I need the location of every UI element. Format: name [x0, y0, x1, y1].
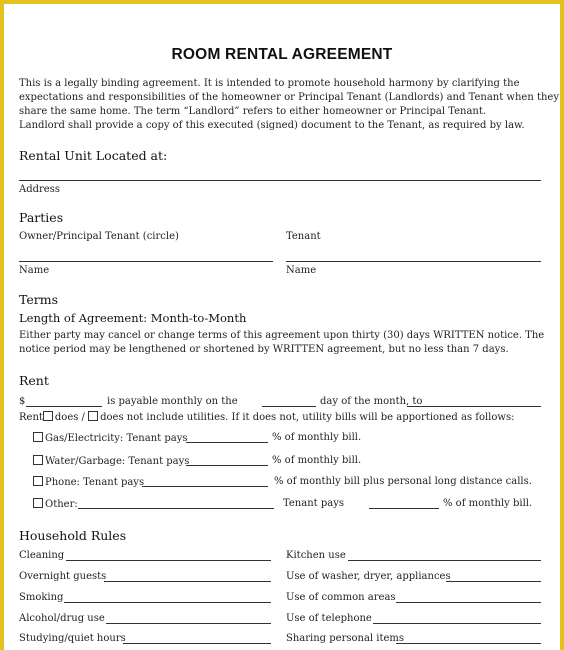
phone-label: Phone: Tenant pays: [45, 477, 145, 488]
does-not-checkbox[interactable]: [88, 411, 98, 421]
phone-percent-field[interactable]: [142, 486, 268, 487]
tenant-label: Tenant: [286, 231, 321, 242]
water-garbage-checkbox[interactable]: [33, 455, 43, 465]
address-line[interactable]: [19, 180, 541, 181]
rule-label-common-areas: Use of common areas: [286, 592, 396, 603]
tenant-name-line[interactable]: [286, 261, 541, 262]
length-value: Month-to-Month: [150, 311, 247, 325]
rule-field-overnight[interactable]: [104, 581, 271, 582]
rule-label-kitchen: Kitchen use: [286, 550, 346, 561]
water-garbage-row: [33, 455, 189, 467]
day-text: day of the month, to: [320, 396, 423, 407]
phone-checkbox[interactable]: [33, 476, 43, 486]
other-label: Other:: [45, 499, 78, 510]
rule-field-alcohol[interactable]: [106, 623, 271, 624]
rule-label-alcohol: Alcohol/drug use: [19, 613, 105, 624]
rule-label-cleaning: Cleaning: [19, 550, 65, 561]
does-word: does /: [54, 412, 85, 423]
length-of-agreement: [19, 311, 246, 325]
rule-field-washer[interactable]: [446, 581, 541, 582]
rule-field-common-areas[interactable]: [396, 602, 541, 603]
rule-field-kitchen[interactable]: [348, 560, 541, 561]
rule-label-studying: Studying/quiet hours: [19, 633, 126, 644]
length-label: Length of Agreement:: [19, 311, 148, 325]
parties-heading: Parties: [19, 210, 64, 225]
rent-word: Rent: [19, 412, 43, 423]
other-suffix: % of monthly bill.: [443, 498, 533, 509]
dollar-sign: $: [19, 396, 26, 407]
rent-heading: Rent: [19, 373, 49, 388]
gas-electricity-suffix: % of monthly bill.: [272, 432, 362, 443]
rule-field-sharing[interactable]: [396, 643, 541, 644]
rule-field-cleaning[interactable]: [66, 560, 271, 561]
phone-row: [33, 476, 144, 488]
does-checkbox[interactable]: [43, 411, 53, 421]
pay-to-field[interactable]: [407, 406, 541, 407]
intro-line: expectations and responsibilities of the homeowner or Principal Tenant (Landlords) and Tenant when they: [19, 92, 559, 103]
rent-day-field[interactable]: [262, 406, 316, 407]
payable-text: is payable monthly on the: [107, 396, 238, 407]
other-row: [33, 498, 78, 510]
notice-line: Either party may cancel or change terms of this agreement upon thirty (30) days WRITTEN notice. The: [19, 330, 545, 341]
rule-field-smoking[interactable]: [64, 602, 271, 603]
water-garbage-label: Water/Garbage: Tenant pays: [45, 456, 190, 467]
owner-name-label: Name: [19, 265, 50, 276]
tenant-name-label: Name: [286, 265, 317, 276]
other-tenant-pays: Tenant pays: [283, 498, 344, 509]
intro-line: Landlord shall provide a copy of this executed (signed) document to the Tenant, as required by law.: [19, 120, 525, 131]
household-rules-heading: Household Rules: [19, 528, 127, 543]
rule-label-sharing: Sharing personal items: [286, 633, 405, 644]
notice-line: notice period may be lengthened or shortened by WRITTEN agreement, but no less than 7 days.: [19, 344, 509, 355]
address-label: Address: [19, 184, 60, 195]
other-checkbox[interactable]: [33, 498, 43, 508]
rule-label-washer: Use of washer, dryer, appliances: [286, 571, 451, 582]
not-include-text: does not include utilities. If it does not, utility bills will be apportioned as follows:: [100, 412, 515, 423]
water-garbage-suffix: % of monthly bill.: [272, 455, 362, 466]
gas-electricity-row: [33, 432, 187, 444]
owner-name-line[interactable]: [19, 261, 273, 262]
gas-electricity-checkbox[interactable]: [33, 432, 43, 442]
utilities-statement: [19, 411, 514, 423]
rule-label-overnight: Overnight guests: [19, 571, 107, 582]
intro-line: share the same home. The term “Landlord” refers to either homeowner or Principal Tenant.: [19, 106, 487, 117]
owner-label: Owner/Principal Tenant (circle): [19, 231, 179, 242]
gas-electricity-label: Gas/Electricity: Tenant pays: [45, 433, 188, 444]
intro-paragraph: [19, 77, 559, 133]
rule-label-telephone: Use of telephone: [286, 613, 372, 624]
rule-label-smoking: Smoking: [19, 592, 64, 603]
gas-electricity-percent-field[interactable]: [186, 442, 268, 443]
other-percent-field[interactable]: [369, 508, 439, 509]
rental-unit-heading: Rental Unit Located at:: [19, 148, 168, 163]
document-title: ROOM RENTAL AGREEMENT: [171, 46, 393, 63]
intro-line: This is a legally binding agreement. It is intended to promote household harmony by clarifying the: [19, 78, 520, 89]
rule-field-studying[interactable]: [123, 643, 271, 644]
rent-amount-field[interactable]: [26, 406, 102, 407]
phone-suffix: % of monthly bill plus personal long distance calls.: [274, 476, 532, 487]
terms-heading: Terms: [19, 292, 59, 307]
water-garbage-percent-field[interactable]: [186, 465, 268, 466]
other-description-field[interactable]: [78, 508, 274, 509]
rule-field-telephone[interactable]: [373, 623, 541, 624]
